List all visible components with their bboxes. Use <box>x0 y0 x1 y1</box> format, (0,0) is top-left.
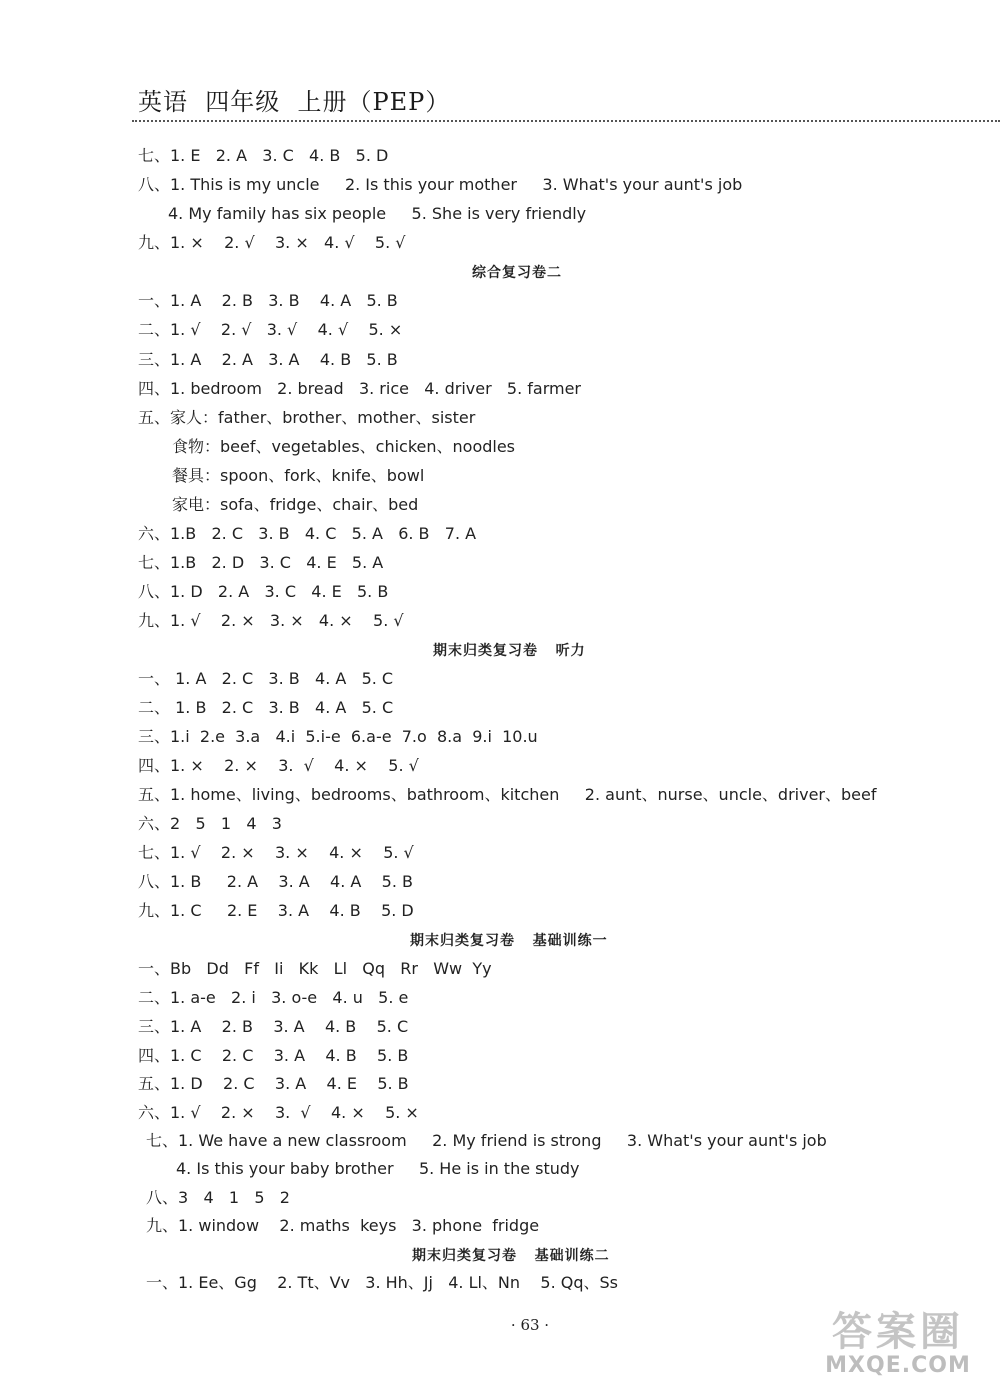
answer-line: 五、1. home、living、bedrooms、bathroom、kitchen 2. aunt、nurse、uncle、driver、beef <box>138 785 877 804</box>
answer-line: 食物：beef、vegetables、chicken、noodles <box>172 437 516 456</box>
answer-line: 一、 1. A 2. C 3. B 4. A 5. C <box>138 669 394 688</box>
answer-line: 九、1. × 2. √ 3. × 4. √ 5. √ <box>138 233 406 252</box>
page-header-title: 英语 四年级 上册（PEP） <box>138 88 451 116</box>
watermark-logo-text: 答案圈 <box>832 1309 964 1355</box>
answer-line: 九、1. √ 2. × 3. × 4. × 5. √ <box>138 611 404 630</box>
header-dotted-divider <box>132 120 1000 122</box>
watermark-url: MXQE.COM <box>825 1353 971 1378</box>
answer-line: 八、3 4 1 5 2 <box>146 1188 290 1207</box>
answer-line: 五、1. D 2. C 3. A 4. E 5. B <box>138 1074 409 1093</box>
answer-line: 4. Is this your baby brother 5. He is in the study <box>176 1159 580 1178</box>
answer-line: 七、1.B 2. D 3. C 4. E 5. A <box>138 553 384 572</box>
section-title: 综合复习卷二 <box>472 265 562 281</box>
answer-line: 二、 1. B 2. C 3. B 4. A 5. C <box>138 698 394 717</box>
answer-line: 八、1. D 2. A 3. C 4. E 5. B <box>138 582 389 601</box>
answer-line: 一、Bb Dd Ff Ii Kk Ll Qq Rr Ww Yy <box>138 959 492 978</box>
answer-line: 餐具：spoon、fork、knife、bowl <box>172 466 425 485</box>
answer-line: 四、1. bedroom 2. bread 3. rice 4. driver 5. farmer <box>138 379 582 398</box>
answer-line: 家电：sofa、fridge、chair、bed <box>172 495 419 514</box>
answer-line: 九、1. window 2. maths keys 3. phone fridge <box>146 1216 540 1235</box>
answer-line: 四、1. × 2. × 3. √ 4. × 5. √ <box>138 756 419 775</box>
site-watermark <box>808 1310 988 1380</box>
answer-line: 六、1. √ 2. × 3. √ 4. × 5. × <box>138 1103 419 1122</box>
answer-line: 五、家人：father、brother、mother、sister <box>138 408 476 427</box>
answer-line: 七、1. E 2. A 3. C 4. B 5. D <box>138 146 389 165</box>
answer-line: 七、1. √ 2. × 3. × 4. × 5. √ <box>138 843 414 862</box>
answer-line: 三、1. A 2. A 3. A 4. B 5. B <box>138 350 398 369</box>
section-title: 期末归类复习卷 听力 <box>433 643 586 659</box>
answer-line: 4. My family has six people 5. She is very friendly <box>168 204 587 223</box>
answer-line: 八、1. B 2. A 3. A 4. A 5. B <box>138 872 414 891</box>
section-title: 期末归类复习卷 基础训练二 <box>412 1248 610 1264</box>
answer-line: 二、1. √ 2. √ 3. √ 4. √ 5. × <box>138 320 403 339</box>
answer-line: 六、1.B 2. C 3. B 4. C 5. A 6. B 7. A <box>138 524 477 543</box>
answer-line: 九、1. C 2. E 3. A 4. B 5. D <box>138 901 414 920</box>
answer-line: 一、1. Ee、Gg 2. Tt、Vv 3. Hh、Jj 4. Ll、Nn 5. Qq、Ss <box>146 1273 618 1292</box>
answer-line: 二、1. a-e 2. i 3. o-e 4. u 5. e <box>138 988 409 1007</box>
answer-line: 三、1.i 2.e 3.a 4.i 5.i-e 6.a-e 7.o 8.a 9.i 10.u <box>138 727 538 746</box>
answer-line: 八、1. This is my uncle 2. Is this your mother 3. What's your aunt's job <box>138 175 743 194</box>
answer-line: 六、2 5 1 4 3 <box>138 814 282 833</box>
answer-line: 四、1. C 2. C 3. A 4. B 5. B <box>138 1046 409 1065</box>
answer-line: 一、1. A 2. B 3. B 4. A 5. B <box>138 291 398 310</box>
answer-line: 七、1. We have a new classroom 2. My friend is strong 3. What's your aunt's job <box>146 1131 827 1150</box>
page-number: · 63 · <box>510 1316 550 1334</box>
answer-line: 三、1. A 2. B 3. A 4. B 5. C <box>138 1017 409 1036</box>
section-title: 期末归类复习卷 基础训练一 <box>410 933 608 949</box>
